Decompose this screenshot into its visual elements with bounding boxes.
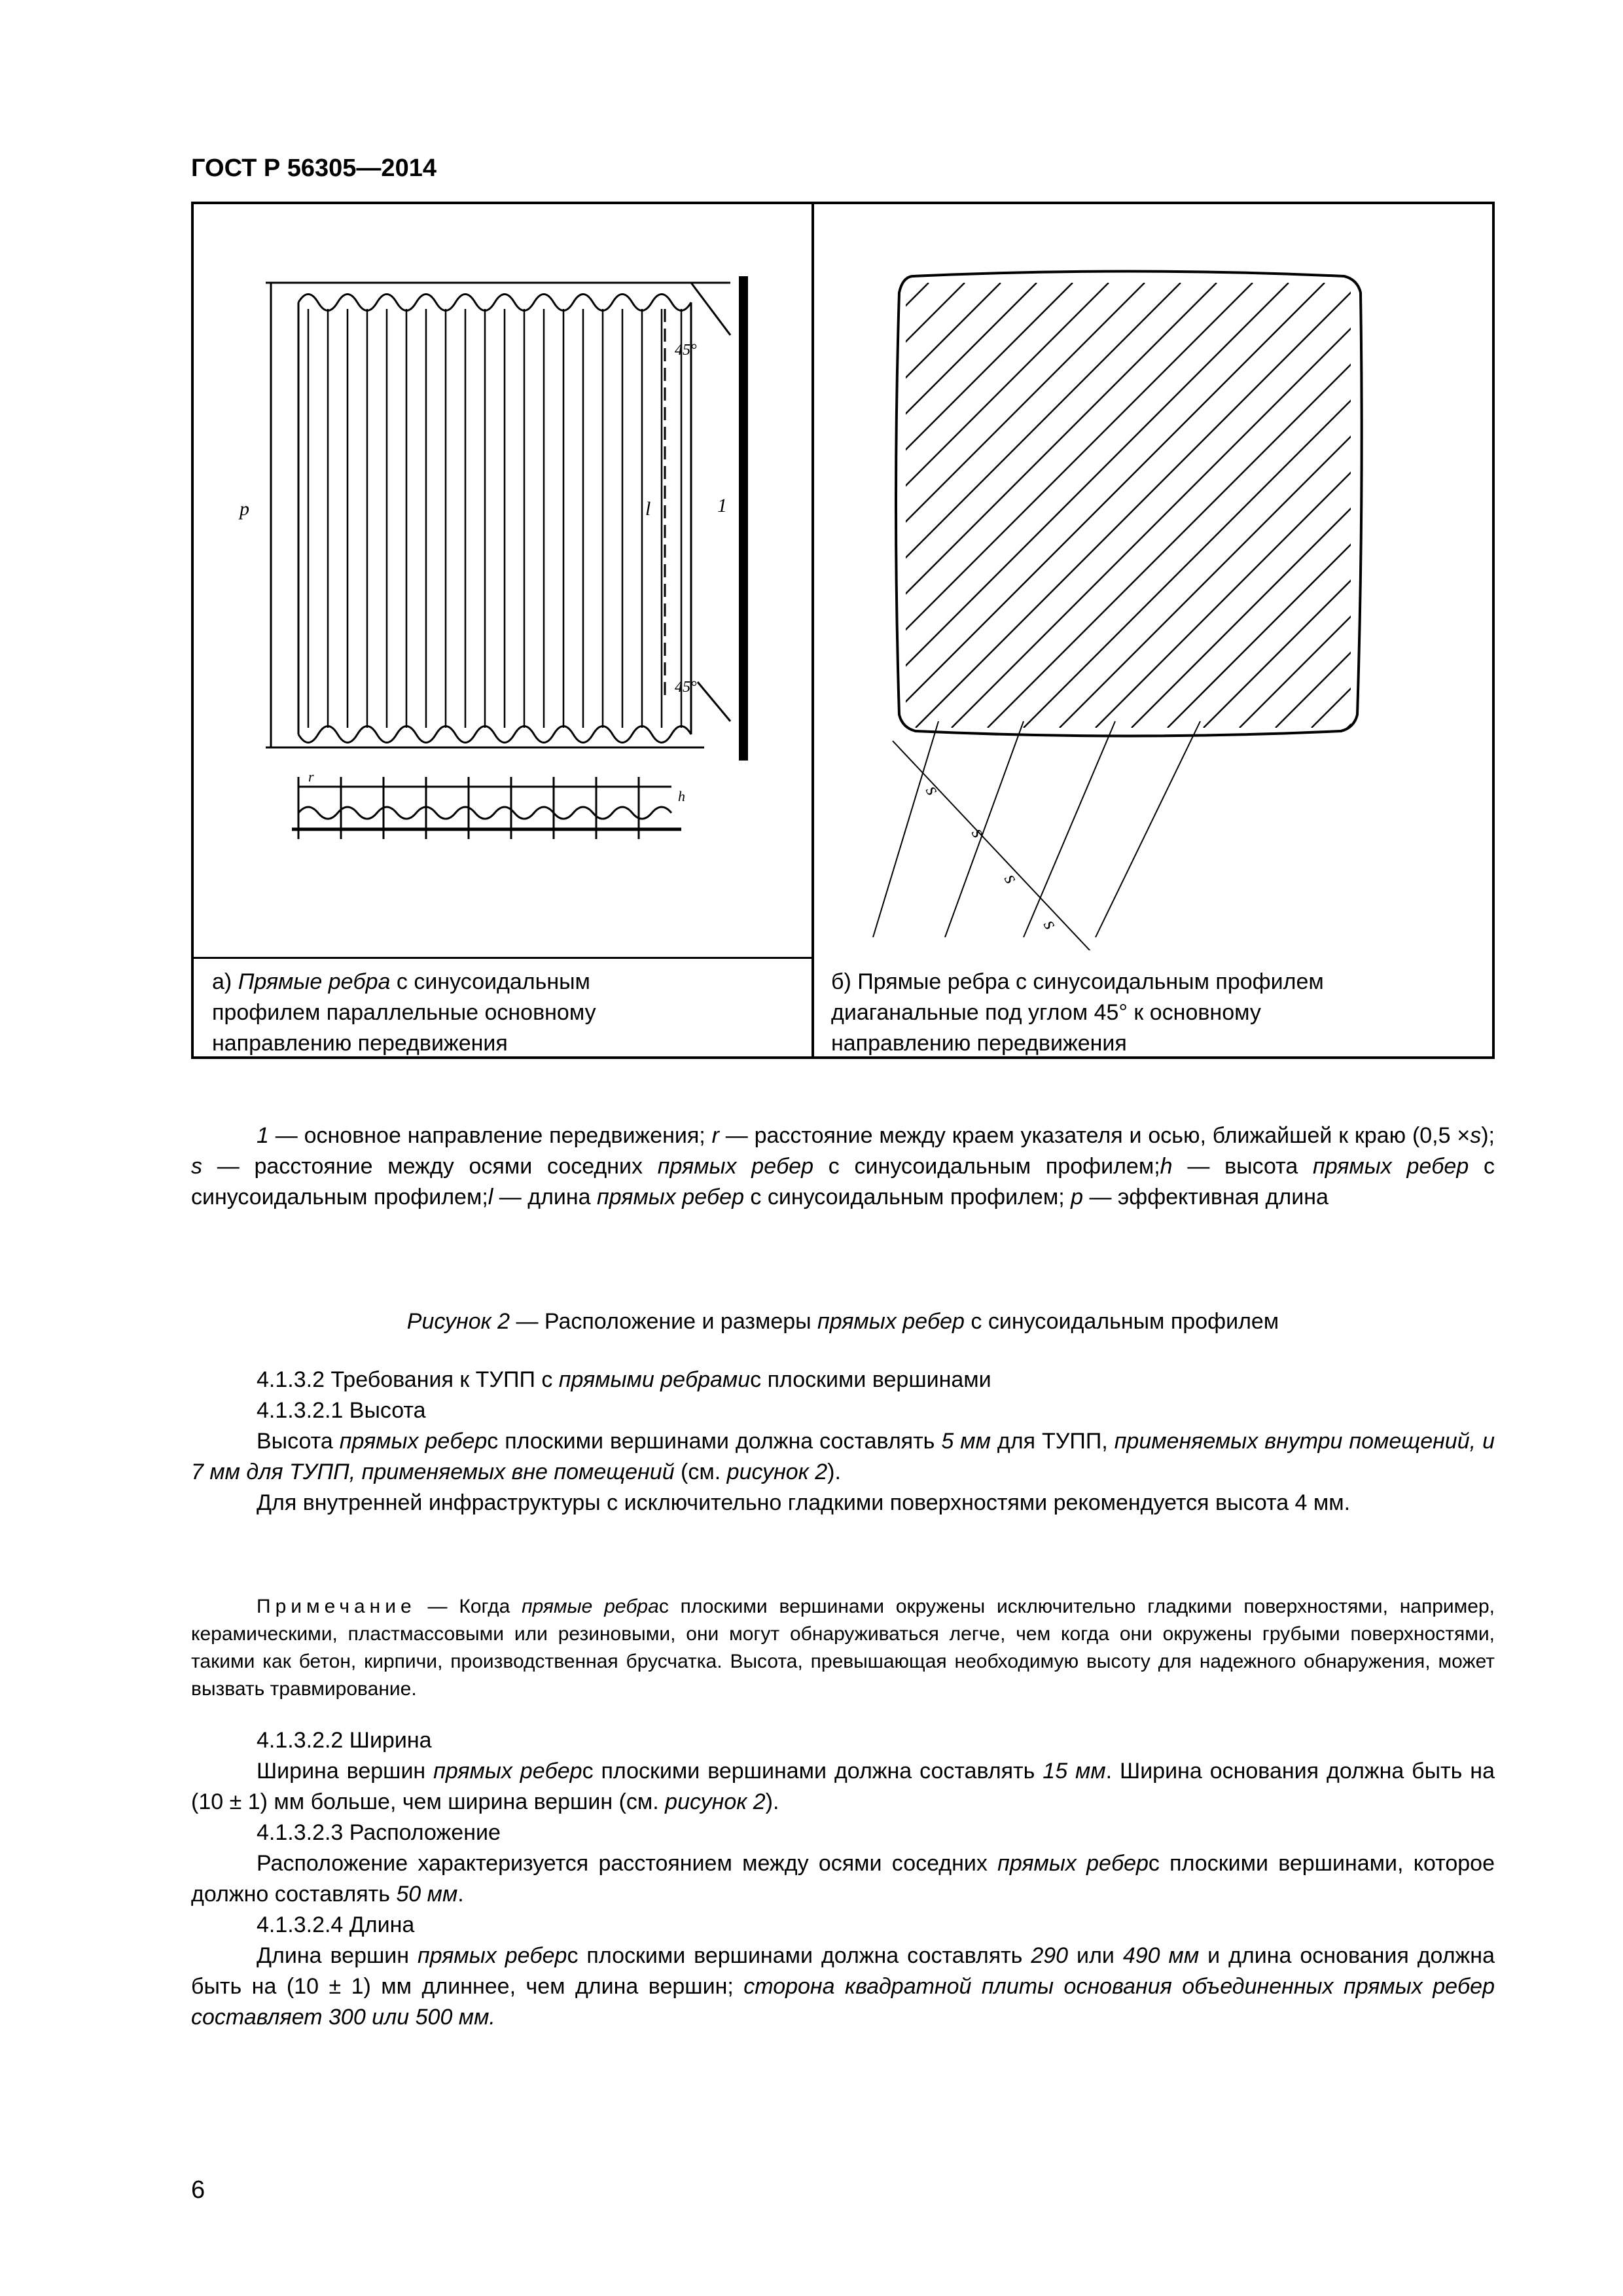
legend-h: h (1160, 1154, 1173, 1179)
caption-a-line3: направлению передвижения (212, 1031, 508, 1056)
legend-italic: прямых ребер (657, 1154, 814, 1179)
text-italic: 5 мм (941, 1429, 991, 1454)
text: и длина основания должна быть на (10 ± 1) мм длиннее, чем длина вершин; (191, 1943, 1495, 1999)
paragraph (191, 1941, 1495, 2033)
figure-table (191, 202, 1495, 1059)
label-s-2: s (967, 824, 990, 842)
text: с плоскими вершинами, которое должно составлять (191, 1851, 1495, 1907)
legend-text: — высота (1172, 1154, 1313, 1179)
legend-text: ); (1481, 1123, 1495, 1148)
paragraph (191, 1848, 1495, 1910)
text: с плоскими вершинами (750, 1367, 991, 1392)
caption-a-italic: Прямые ребра (238, 969, 391, 994)
text-italic: прямых ребер (339, 1429, 488, 1454)
text: с плоскими вершинами должна составлять (567, 1943, 1031, 1968)
figure-title-number: Рисунок 2 (406, 1309, 510, 1334)
document-header: ГОСТ Р 56305—2014 (191, 154, 437, 182)
text: Высота (257, 1429, 340, 1454)
label-s-3: s (999, 870, 1023, 888)
text-italic: прямыми ребрами (558, 1367, 751, 1392)
text: 4.1.3.2 Требования к ТУПП с (257, 1367, 559, 1392)
text: с плоскими вершинами должна составлять (487, 1429, 942, 1454)
legend-italic: прямых ребер (1313, 1154, 1469, 1179)
text-italic: рисунок 2 (726, 1460, 828, 1484)
label-s-4: s (1039, 916, 1062, 933)
text: с плоскими вершинами окружены исключительно гладкими поверхностями, например, керамическими, пластмассовыми или резиновыми, они могут обнаруживаться легче, чем когда они окружены грубыми поверхностями, такими как бетон, кирпичи, производственная брусчатка. Высота, превышающая необходимую высоту для надежного обнаружения, может вызвать травмирование. (191, 1596, 1495, 1700)
label-l: l (645, 498, 651, 520)
label-1: 1 (717, 495, 727, 516)
drawing-parallel-ribs (194, 204, 812, 950)
legend-text: с синусоидальным профилем; (813, 1154, 1160, 1179)
section-height (191, 1365, 1495, 1518)
legend-1: 1 (257, 1123, 269, 1148)
text-italic: 50 мм (396, 1882, 458, 1907)
text: (см. (674, 1460, 727, 1484)
text-italic: прямых ребер (997, 1851, 1149, 1876)
figure-legend (191, 1121, 1495, 1213)
figure-title-text: — Расположение и размеры (510, 1309, 818, 1334)
label-angle-bottom: 45° (675, 679, 697, 696)
note-label: Примечание (257, 1596, 416, 1617)
paragraph (191, 1756, 1495, 1818)
caption-divider (194, 957, 812, 959)
caption-a-line2: профилем параллельные основному (212, 1000, 596, 1025)
legend-text: — расстояние между осями соседних (202, 1154, 658, 1179)
rib-lines (308, 309, 681, 728)
paragraph (191, 1426, 1495, 1488)
figure-panel-a (194, 204, 812, 1056)
legend-text: — основное направление передвижения; (268, 1123, 712, 1148)
text: ). (827, 1460, 841, 1484)
caption-a-prefix: а) (212, 969, 238, 994)
legend-text: с синусоидальным профилем; (743, 1185, 1071, 1210)
text: с плоскими вершинами должна составлять (582, 1759, 1043, 1784)
label-p: p (240, 498, 249, 520)
caption-panel-b (831, 967, 1324, 1059)
text: . Ширина основания должна быть на (10 ± 1) мм больше, чем ширина вершин (см. (191, 1759, 1495, 1814)
text-italic: 15 мм (1043, 1759, 1106, 1784)
text-italic: сторона квадратной плиты основания объединенных прямых ребер составляет 300 или 500 мм. (191, 1974, 1495, 2030)
text-italic: 290 (1031, 1943, 1069, 1968)
section-width-position-length (191, 1725, 1495, 2033)
text: . (457, 1882, 464, 1907)
text-italic: прямые ребра (522, 1596, 659, 1617)
subsection-heading: 4.1.3.2.4 Длина (257, 1912, 415, 1937)
legend-text: — эффективная длина (1083, 1185, 1329, 1210)
caption-b-line1: б) Прямые ребра с синусоидальным профилем (831, 969, 1324, 994)
legend-s: s (191, 1154, 202, 1179)
figure-title-text: с синусоидальным профилем (964, 1309, 1279, 1334)
legend-p: p (1071, 1185, 1084, 1210)
figure-title (191, 1309, 1495, 1335)
caption-b-line2: диаганальные под углом 45° к основному (831, 1000, 1261, 1025)
legend-s: s (1470, 1123, 1482, 1148)
caption-b-line3: направлению передвижения (831, 1031, 1127, 1056)
label-r: r (308, 768, 314, 785)
subsection-heading: 4.1.3.2.1 Высота (257, 1398, 426, 1423)
caption-a-suffix: с синусоидальным (390, 969, 590, 994)
caption-panel-a (212, 967, 596, 1059)
text-italic: прямых ребер (433, 1759, 582, 1784)
legend-italic: прямых ребер (597, 1185, 744, 1210)
label-s-1: s (921, 781, 944, 799)
text: — Когда (416, 1596, 522, 1617)
text: Ширина вершин (257, 1759, 434, 1784)
legend-text: — длина (493, 1185, 597, 1210)
text: Длина вершин (257, 1943, 418, 1968)
text: Расположение характеризуется расстоянием между осями соседних (257, 1851, 998, 1876)
text-italic: 490 мм (1122, 1943, 1200, 1968)
page-number: 6 (191, 2176, 205, 2204)
paragraph: Для внутренней инфраструктуры с исключительно гладкими поверхностями рекомендуется высота 4 мм. (257, 1490, 1351, 1515)
text: ). (765, 1789, 779, 1814)
figure-title-italic: прямых ребер (817, 1309, 965, 1334)
text: или (1068, 1943, 1123, 1968)
subsection-heading: 4.1.3.2.3 Расположение (257, 1820, 501, 1845)
legend-text: — расстояние между краем указателя и осью, ближайшей к краю (0,5 × (719, 1123, 1471, 1148)
subsection-heading: 4.1.3.2.2 Ширина (257, 1728, 432, 1753)
legend-r: r (711, 1123, 719, 1148)
section-heading (191, 1365, 1495, 1395)
text-italic: применяемых внутри помещений, и 7 мм для ТУПП, применяемых вне помещений (191, 1429, 1495, 1484)
text: для ТУПП, (990, 1429, 1115, 1454)
text-italic: прямых ребер (418, 1943, 567, 1968)
note (191, 1593, 1495, 1703)
figure-panel-b (814, 204, 1492, 1056)
drawing-diagonal-ribs (814, 204, 1495, 950)
legend-l: l (488, 1185, 493, 1210)
legend-text: с синусоидальным профилем; (191, 1154, 1495, 1210)
text-italic: рисунок 2 (665, 1789, 766, 1814)
label-angle-top: 45° (675, 342, 697, 359)
label-h: h (678, 788, 685, 804)
